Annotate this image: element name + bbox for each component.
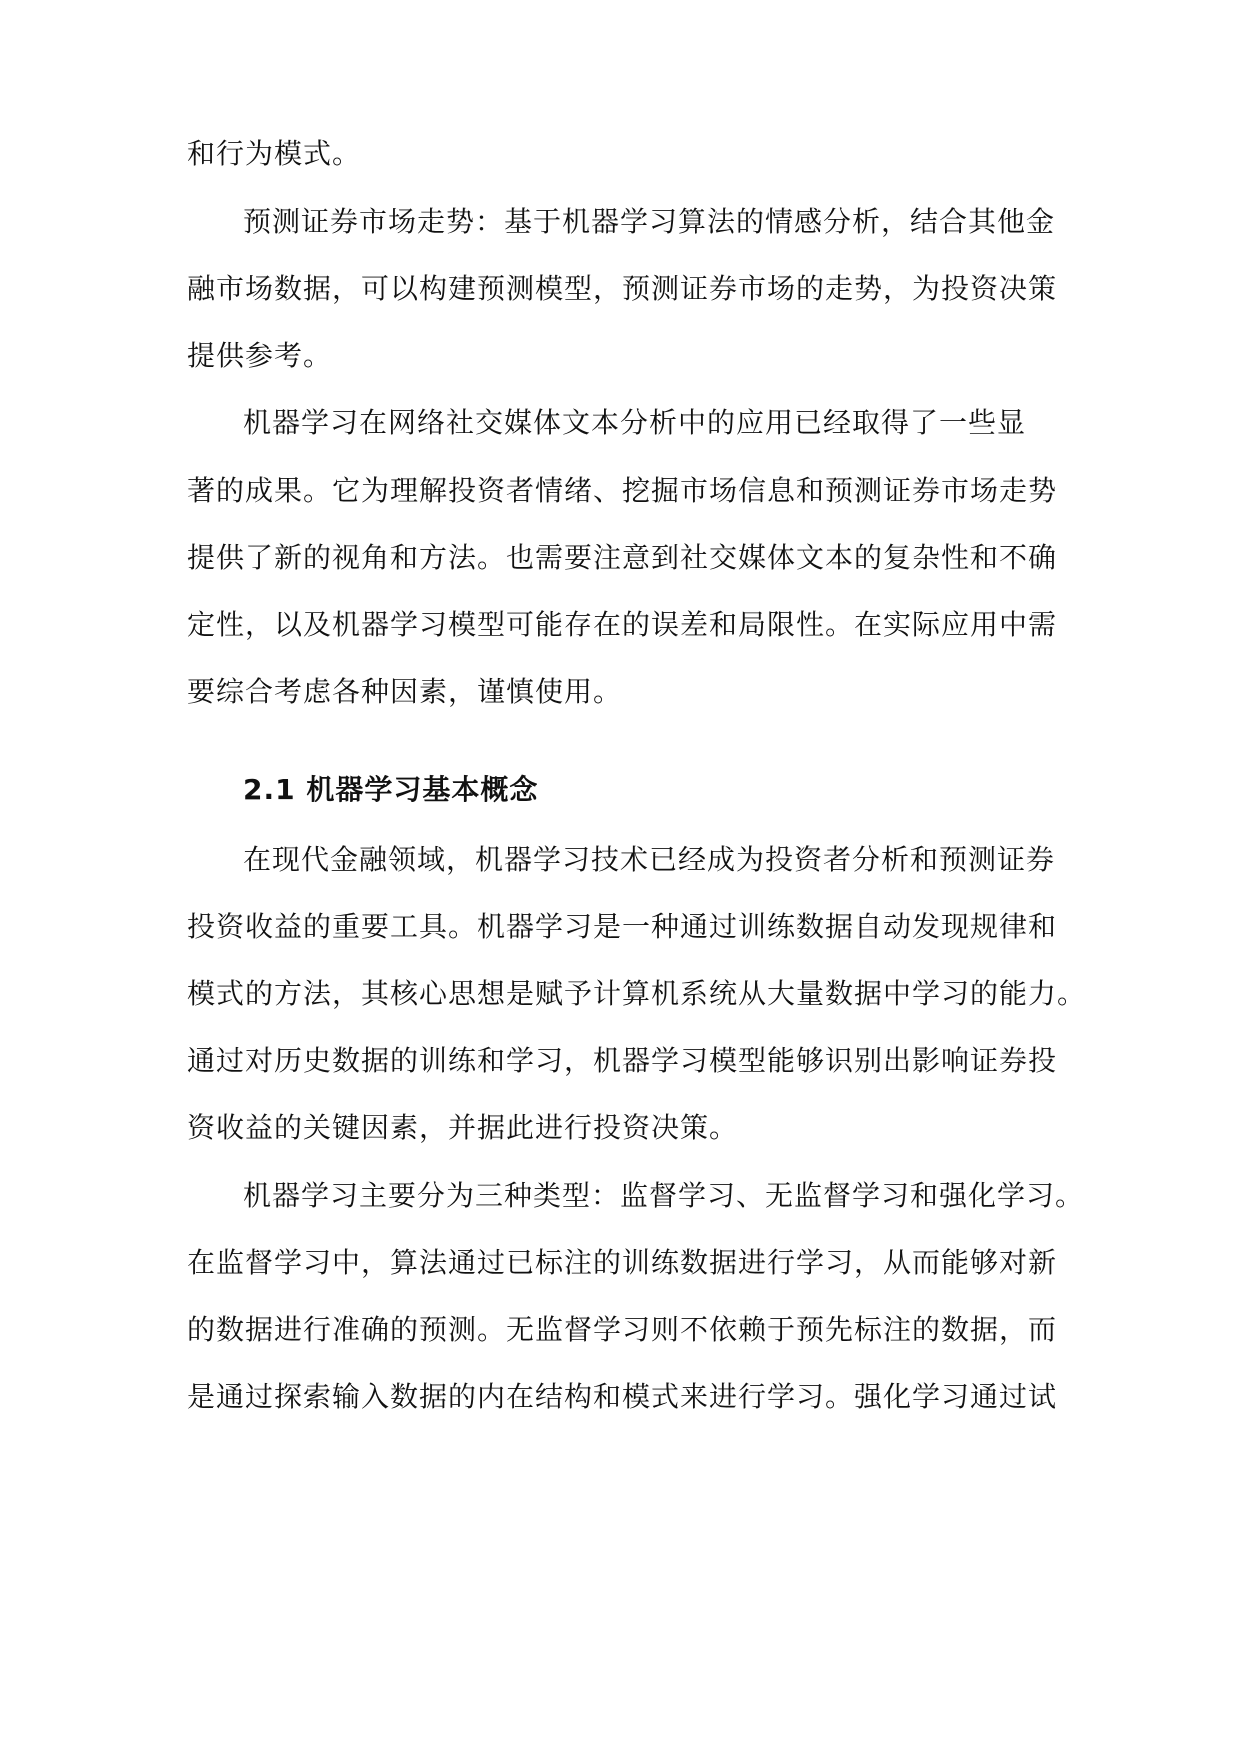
text-line: 融市场数据，可以构建预测模型，预测证券市场的走势，为投资决策: [187, 272, 1058, 305]
text-line: 和行为模式。: [187, 137, 362, 170]
text-line: 在现代金融领域，机器学习技术已经成为投资者分析和预测证券: [243, 843, 1056, 876]
text-line: 预测证券市场走势：基于机器学习算法的情感分析，结合其他金: [243, 205, 1056, 238]
text-line: 在监督学习中，算法通过已标注的训练数据进行学习，从而能够对新: [187, 1246, 1058, 1279]
text-line: 的数据进行准确的预测。无监督学习则不依赖于预先标注的数据，而: [187, 1313, 1058, 1346]
text-line: 要综合考虑各种因素，谨慎使用。: [187, 675, 623, 708]
text-line: 通过对历史数据的训练和学习，机器学习模型能够识别出影响证券投: [187, 1044, 1058, 1077]
text-line: 著的成果。它为理解投资者情绪、挖掘市场信息和预测证券市场走势: [187, 474, 1058, 507]
text-line: 提供了新的视角和方法。也需要注意到社交媒体文本的复杂性和不确: [187, 541, 1058, 574]
text-line: 是通过探索输入数据的内在结构和模式来进行学习。强化学习通过试: [187, 1380, 1058, 1413]
text-line: 投资收益的重要工具。机器学习是一种通过训练数据自动发现规律和: [187, 910, 1058, 943]
text-line: 模式的方法，其核心思想是赋予计算机系统从大量数据中学习的能力。: [187, 977, 1087, 1010]
text-line: 机器学习在网络社交媒体文本分析中的应用已经取得了一些显: [243, 406, 1027, 439]
text-line: 机器学习主要分为三种类型：监督学习、无监督学习和强化学习。: [243, 1179, 1085, 1212]
text-line: 提供参考。: [187, 339, 333, 372]
section-heading: 2.1 机器学习基本概念: [243, 773, 539, 806]
text-line: 资收益的关键因素，并据此进行投资决策。: [187, 1111, 739, 1144]
text-line: 定性，以及机器学习模型可能存在的误差和局限性。在实际应用中需: [187, 608, 1058, 641]
